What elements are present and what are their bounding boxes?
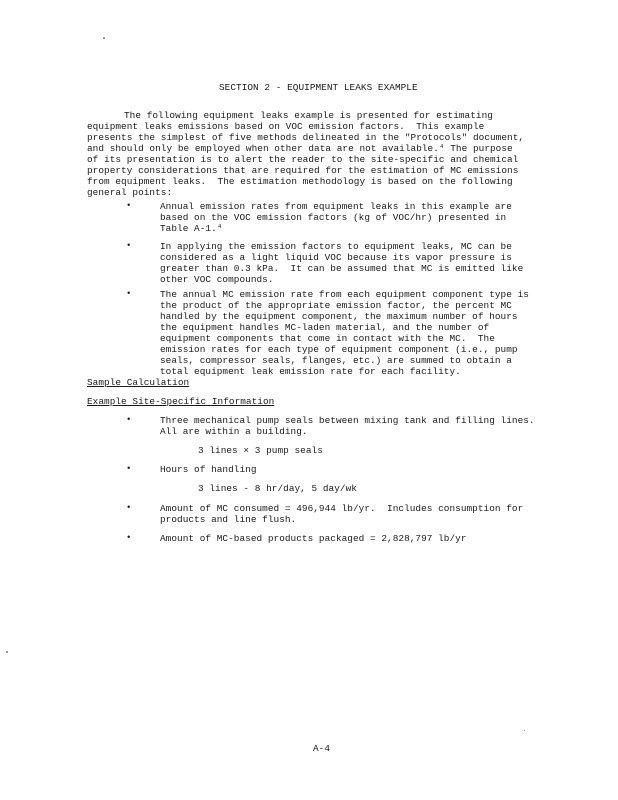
point-line: based on the VOC emission factors (kg of VOC/hr) presented in bbox=[160, 212, 507, 223]
point-line: In applying the emission factors to equipment leaks, MC can be bbox=[160, 241, 512, 252]
site-item-line: Amount of MC consumed = 496,944 lb/yr. Includes consumption for bbox=[160, 503, 524, 514]
intro-line: from equipment leaks. The estimation methodology is based on the following bbox=[87, 176, 513, 187]
bullet-marker: • bbox=[126, 415, 132, 425]
point-line: greater than 0.3 kPa. It can be assumed that MC is emitted like bbox=[160, 263, 524, 274]
site-item-sub: 3 lines - 8 hr/day, 5 day/wk bbox=[198, 483, 357, 494]
intro-line: and should only be employed when other data are not available.⁴ The purpose bbox=[87, 143, 513, 154]
point-line: total equipment leak emission rate for each facility. bbox=[160, 366, 461, 377]
point-line: the product of the appropriate emission factor, the percent MC bbox=[160, 300, 512, 311]
bullet-marker: • bbox=[126, 464, 132, 474]
point-line: Table A-1.⁴ bbox=[160, 223, 223, 234]
point-line: equipment components that come in contact with the MC. The bbox=[160, 333, 495, 344]
bullet-marker: • bbox=[126, 241, 132, 251]
site-item-line: Three mechanical pump seals between mixing tank and filling lines. bbox=[160, 415, 535, 426]
point-line: emission rates for each type of equipment component (i.e., pump bbox=[160, 344, 518, 355]
bullet-marker: • bbox=[126, 289, 132, 299]
intro-line: equipment leaks emissions based on VOC emission factors. This example bbox=[87, 121, 485, 132]
point-line: other VOC compounds. bbox=[160, 274, 274, 285]
intro-line: property considerations that are required for the estimation of MC emissions bbox=[87, 165, 519, 176]
scan-speck bbox=[6, 651, 8, 653]
intro-line: presents the simplest of five methods delineated in the "Protocols" document, bbox=[87, 132, 525, 143]
page-number: A-4 bbox=[313, 743, 331, 754]
intro-line: of its presentation is to alert the reader to the site-specific and chemical bbox=[87, 154, 519, 165]
site-info-heading: Example Site-Specific Information bbox=[87, 396, 275, 407]
scan-speck bbox=[524, 730, 525, 731]
section-title: SECTION 2 - EQUIPMENT LEAKS EXAMPLE bbox=[219, 82, 418, 93]
site-item-line: Amount of MC-based products packaged = 2,828,797 lb/yr bbox=[160, 533, 467, 544]
site-item-line: Hours of handling bbox=[160, 464, 257, 475]
point-line: seals, compressor seals, flanges, etc.) are summed to obtain a bbox=[160, 355, 512, 366]
sample-calculation-heading: Sample Calculation bbox=[87, 377, 190, 388]
intro-line: general points: bbox=[87, 187, 173, 198]
bullet-marker: • bbox=[126, 503, 132, 513]
point-line: The annual MC emission rate from each equipment component type is bbox=[160, 289, 529, 300]
point-line: Annual emission rates from equipment leaks in this example are bbox=[160, 201, 512, 212]
bullet-marker: • bbox=[126, 533, 132, 543]
site-item-line: products and line flush. bbox=[160, 514, 297, 525]
point-line: the equipment handles MC-laden material, and the number of bbox=[160, 322, 490, 333]
site-item-line: All are within a building. bbox=[160, 426, 308, 437]
point-line: handled by the equipment component, the maximum number of hours bbox=[160, 311, 518, 322]
site-item-sub: 3 lines × 3 pump seals bbox=[198, 445, 323, 456]
intro-line: The following equipment leaks example is presented for estimating bbox=[124, 110, 493, 121]
scan-speck bbox=[103, 37, 105, 39]
bullet-marker: • bbox=[126, 201, 132, 211]
point-line: considered as a light liquid VOC because its vapor pressure is bbox=[160, 252, 512, 263]
